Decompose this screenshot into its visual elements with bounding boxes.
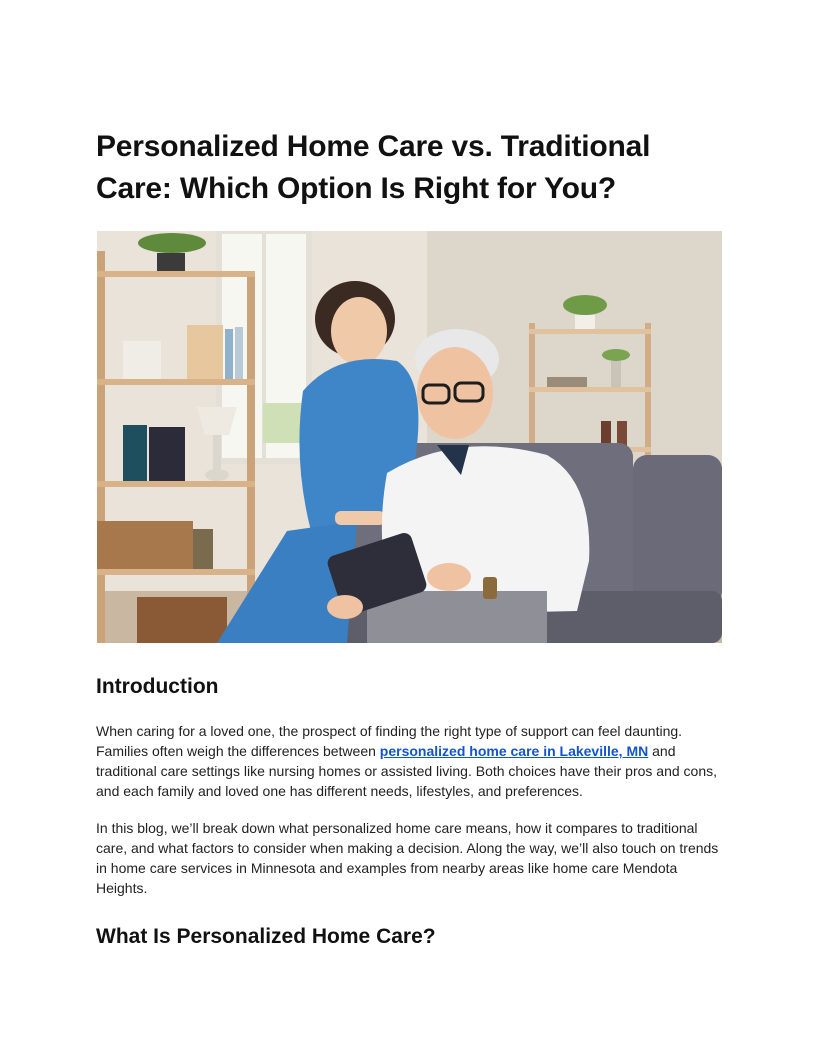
lakeville-home-care-link[interactable]: personalized home care in Lakeville, MN bbox=[379, 743, 649, 759]
page-title bbox=[96, 126, 696, 210]
hero-image bbox=[97, 231, 722, 643]
intro-paragraph-1-text-b: and traditional care settings like nursing homes or assisted living. Both choices have their pros and cons, and each family and loved one has different needs, lifestyles, and preferences. bbox=[96, 743, 717, 799]
page-title-line-1: Personalized Home Care vs. Traditional bbox=[96, 130, 651, 163]
intro-paragraph-2: In this blog, we’ll break down what personalized home care means, how it compares to traditional care, and what factors to consider when making a decision. Along the way, we’ll also touch on trends in home care services in Minnesota and examples from nearby areas like home care Mendota Heights. bbox=[96, 820, 719, 896]
hero-illustration bbox=[97, 231, 722, 643]
introduction-heading: Introduction bbox=[96, 675, 219, 698]
what-is-heading: What Is Personalized Home Care? bbox=[96, 925, 436, 948]
intro-paragraph-1-text-a: When caring for a loved one, the prospect of finding the right type of support can feel daunting. Families often weigh the differences between bbox=[96, 723, 683, 759]
intro-paragraph-1 bbox=[96, 721, 726, 801]
page-title-line-2: Care: Which Option Is Right for You? bbox=[96, 172, 616, 205]
window-plant bbox=[263, 403, 303, 443]
